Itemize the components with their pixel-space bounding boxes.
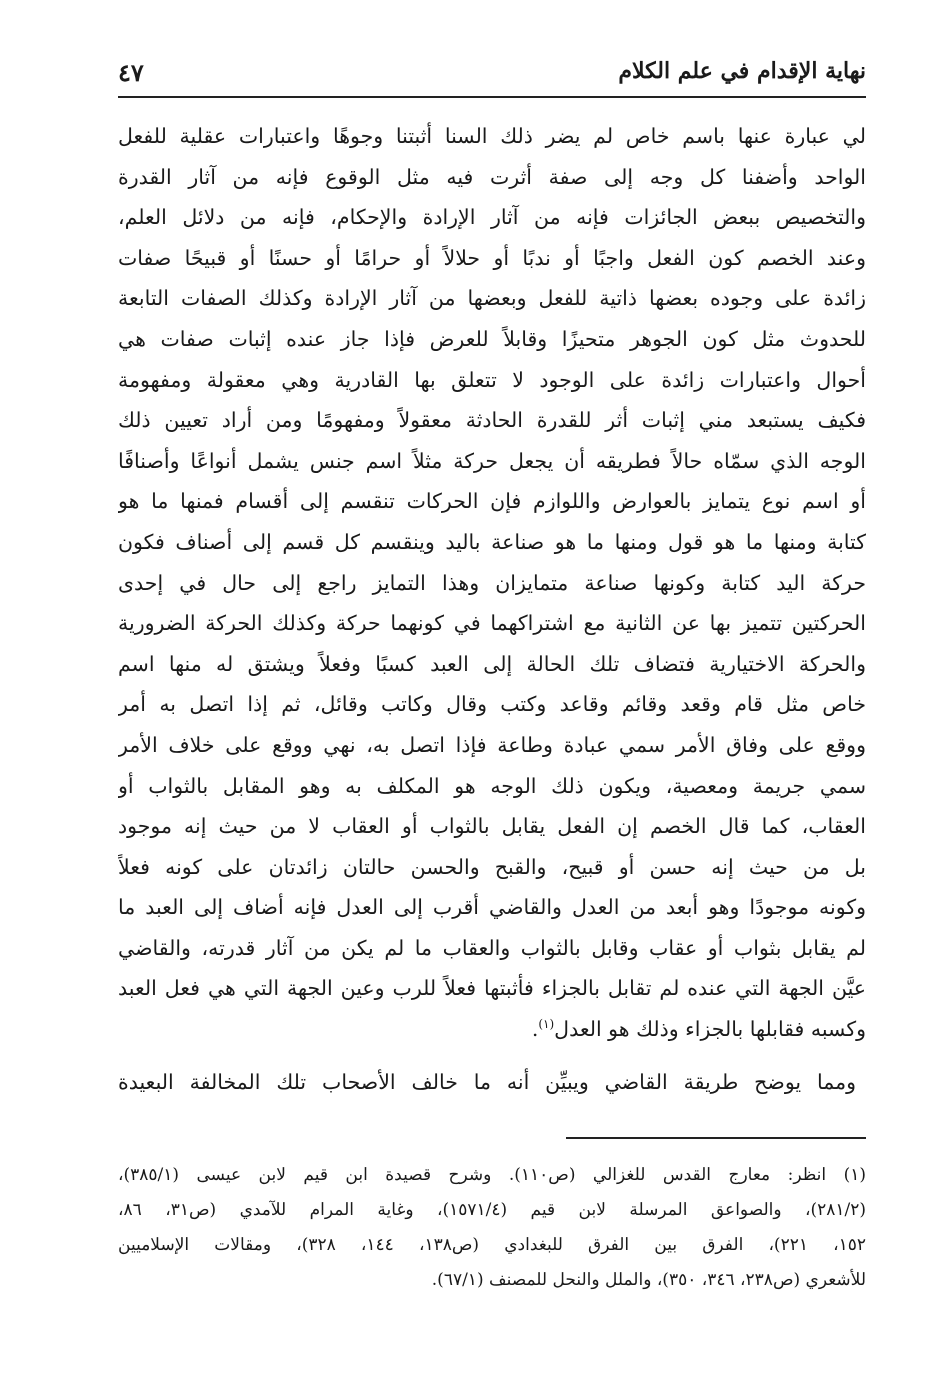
text-line: عيَّن الجهة التي عنده لم تقابل بالجزاء فأثبتها فعلاً للرب وعين الجهة التي هي فعل العبد bbox=[118, 976, 866, 1001]
text-line: كتابة ومنها ما هو قول ومنها ما هو صناعة باليد وينقسم كل قسم إلى أصناف فكون bbox=[118, 529, 866, 554]
footnote-line: (١) انظر: معارج القدس للغزالي (ص١١٠). وشرح قصيدة ابن قيم لابن عيسى (٣٨٥/١)، bbox=[118, 1165, 866, 1185]
text-line: أو اسم نوع يتمايز بالعوارض واللوازم فإن الحركات تنقسم إلى أقسام فمنها ما هو bbox=[118, 489, 866, 514]
text-line: حركة اليد كتابة وكونها صناعة متمايزان وهذا التمايز راجع إلى حال في إحدى bbox=[118, 570, 866, 595]
text-line: الوجه الذي سمّاه حالاً فطريقه أن يجعل حركة مثلاً اسم جنس يشمل أنواعًا وأصنافًا bbox=[118, 448, 866, 473]
text-line: لي عبارة عنها باسم خاص لم يضر ذلك السنا أثبتنا وجوهًا واعتبارات عقلية للفعل bbox=[118, 124, 866, 148]
text-line: الحركتين تتميز بها عن الثانية مع اشتراكهما في كونهما حركة وكذلك الحركة الضرورية bbox=[118, 611, 866, 636]
last-line-text: وكسبه فقابلها بالجزاء وذلك هو العدل bbox=[554, 1017, 866, 1042]
paragraph-2: ومما يوضح طريقة القاضي ويبيِّن أنه ما خالف الأصحاب تلك المخالفة البعيدة bbox=[118, 1069, 856, 1094]
text-line: فكيف يستبعد مني إثبات أثر للقدرة الحادثة معقولاً ومفهومًا ومن أراد تعيين ذلك bbox=[118, 408, 866, 433]
footnote-line: ١٥٢، ٢٢١)، الفرق بين الفرق للبغدادي (ص١٣٨، ١٤٤، ٣٢٨)، ومقالات الإسلاميين bbox=[118, 1235, 866, 1255]
text-line: وعند الخصم كون الفعل واجبًا أو ندبًا أو حلالاً أو حرامًا أو حسنًا أو قبيحًا صفات bbox=[118, 245, 866, 270]
text-line: وكونه موجودًا وهو أبعد من العدل والقاضي أقرب إلى العدل فإنه أضاف إلى العبد ما bbox=[118, 895, 866, 920]
footnote-line: للأشعري (ص٢٣٨، ٣٤٦، ٣٥٠)، والملل والنحل للمصنف (٦٧/١). bbox=[431, 1270, 866, 1290]
text-line: والتخصيص ببعض الجائزات فإنه من آثار الإرادة والإحكام، فإنه من دلائل العلم، bbox=[118, 205, 866, 230]
header-rule bbox=[118, 96, 866, 98]
text-line: زائدة على وجوده بعضها ذاتية للفعل وبعضها من آثار الإرادة وكذلك الصفات التابعة bbox=[118, 286, 866, 311]
text-line: للحدوث مثل كون الجوهر متحيزًا وقابلاً للعرض فإذا جاز عنده إثبات صفات هي bbox=[118, 326, 866, 351]
running-title: نهاية الإقدام في علم الكلام bbox=[618, 58, 866, 84]
text-line: خاص مثل قام وقعد وقائم وقاعد وكتب وقال وكاتب وقائل، ثم إذا اتصل به أمر bbox=[118, 692, 866, 717]
page-number: ٤٧ bbox=[118, 58, 144, 87]
page-header bbox=[118, 56, 866, 98]
text-line: الواحد وأضفنا كل وجه إلى صفة أثرت فيه مثل الوقوع فإنه من آثار القدرة bbox=[118, 164, 866, 189]
text-line: سمي جريمة ومعصية، ويكون ذلك الوجه هو المكلف به وهو المقابل بالثواب أو bbox=[118, 773, 866, 798]
paragraph-1 bbox=[118, 116, 866, 1050]
footnotes bbox=[118, 1158, 866, 1298]
text-line: أحوال واعتبارات زائدة على الوجود لا تتعلق بها القادرية وهي معقولة ومفهومة bbox=[118, 367, 866, 392]
text-line: بل من حيث إنه حسن أو قبيح، والقبح والحسن حالتان زائدتان على كونه فعلاً bbox=[118, 854, 866, 879]
text-line: ووقع على وفاق الأمر سمي عبادة وطاعة فإذا اتصل به، نهي ووقع على خلاف الأمر bbox=[118, 732, 866, 757]
text-line: لم يقابل بثواب أو عقاب وقابل بالثواب والعقاب ما لم يكن من آثار قدرته، والقاضي bbox=[118, 935, 866, 960]
footnote-separator bbox=[566, 1137, 866, 1139]
text-line: والحركة الاختيارية فتضاف تلك الحالة إلى العبد كسبًا وفعلاً ويشتق له منها اسم bbox=[118, 651, 866, 676]
text-line-last bbox=[118, 1009, 866, 1050]
text-line: العقاب، كما قال الخصم إن الفعل يقابل بالثواب أو العقاب لا من حيث إنه موجود bbox=[118, 814, 866, 839]
footnote-reference[interactable]: (١) bbox=[538, 1017, 555, 1032]
main-text bbox=[118, 116, 866, 1102]
last-line-period: . bbox=[531, 1017, 539, 1042]
footnote-line: (٢٨١/٢)، والصواعق المرسلة لابن قيم (١٥٧١/٤)، وغاية المرام للآمدي (ص٣١، ٨٦، bbox=[118, 1200, 866, 1220]
